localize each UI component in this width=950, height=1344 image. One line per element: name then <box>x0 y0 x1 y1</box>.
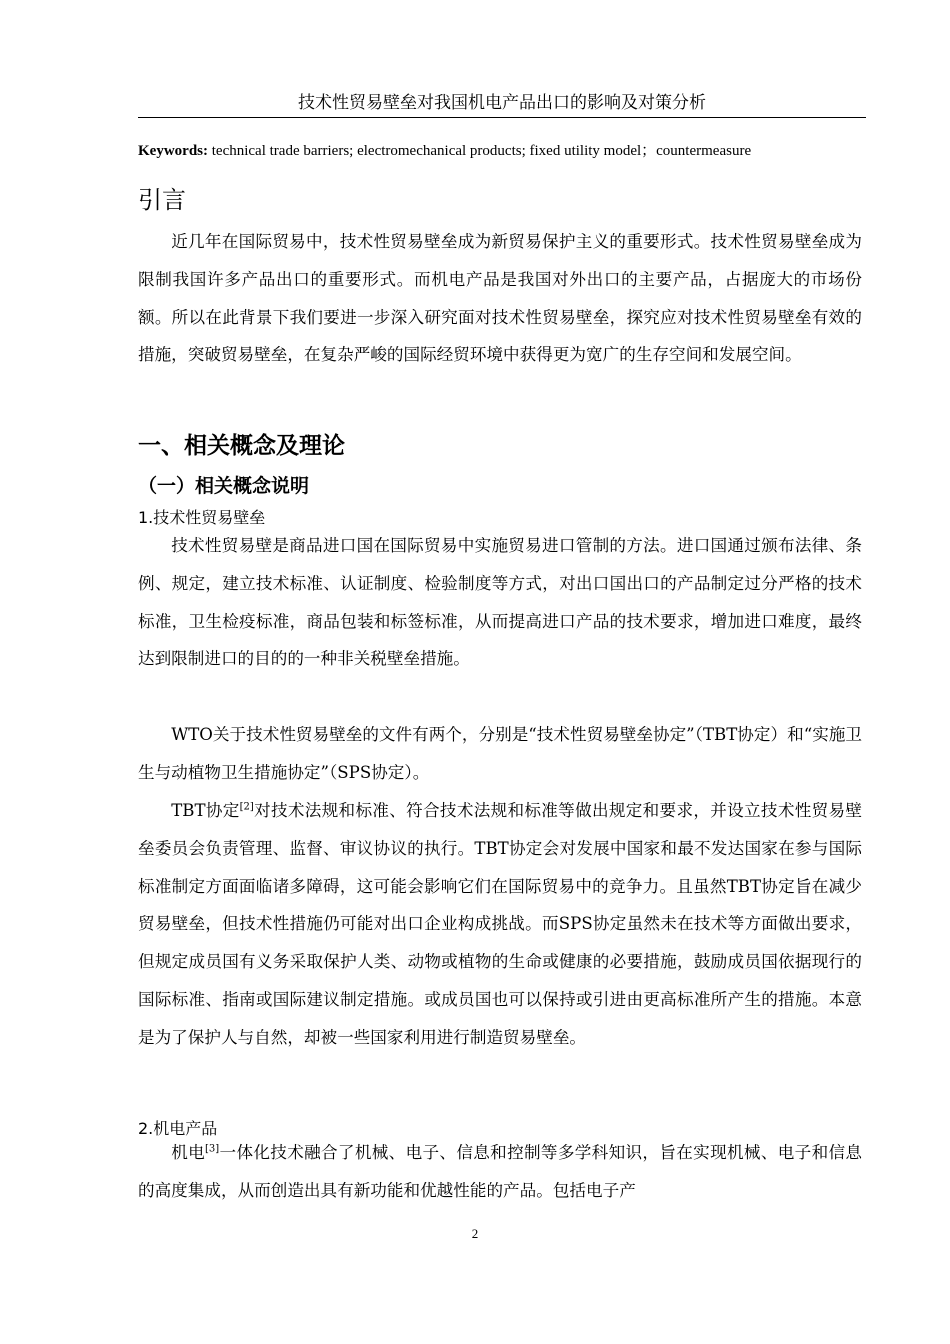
paragraph-electromechanical <box>138 1134 862 1210</box>
running-header-title: 技术性贸易壁垒对我国机电产品出口的影响及对策分析 <box>298 93 706 113</box>
intro-heading: 引言 <box>138 186 186 214</box>
section-heading: 一、相关概念及理论 <box>138 433 345 459</box>
subsection-heading: （一）相关概念说明 <box>138 475 310 497</box>
header-rule <box>138 117 866 118</box>
item-heading-technical-barriers: 1.技术性贸易壁垒 <box>138 508 266 527</box>
page-number: 2 <box>471 1226 479 1241</box>
citation-2: [2] <box>239 801 254 813</box>
mech-lead: 机电 <box>171 1143 206 1162</box>
keywords-line <box>138 141 878 161</box>
intro-paragraph: 近几年在国际贸易中，技术性贸易壁垒成为新贸易保护主义的重要形式。技术性贸易壁垒成为限制我国许多产品出口的重要形式。而机电产品是我国对外出口的主要产品，占据庞大的市场份额。所以在此背景下我们要进一步深入研究面对技术性贸易壁垒，探究应对技术性贸易壁垒有效的措施，突破贸易壁垒，在复杂严峻的国际经贸环境中获得更为宽广的生存空间和发展空间。 <box>138 232 862 365</box>
citation-3: [3] <box>205 1143 220 1155</box>
paragraph-definition: 技术性贸易壁是商品进口国在国际贸易中实施贸易进口管制的方法。进口国通过颁布法律、条例、规定，建立技术标准、认证制度、检验制度等方式，对出口国出口的产品制定过分严格的技术标准，卫生检疫标准，商品包装和标签标准，从而提高进口产品的技术要求，增加进口难度，最终达到限制进口的目的的一种非关税壁垒措施。 <box>138 536 862 669</box>
tbt-body: 对技术法规和标准、符合技术法规和标准等做出规定和要求，并设立技术性贸易壁垒委员会负责管理、监督、审议协议的执行。TBT协定会对发展中国家和最不发达国家在参与国际标准制定方面面临诸多障碍，这可能会影响它们在国际贸易中的竞争力。且虽然TBT协定旨在减少贸易壁垒，但技术性措施仍可能对出口企业构成挑战。而SPS协定虽然未在技术等方面做出要求，但规定成员国有义务采取保护人类、动物或植物的生命或健康的必要措施，鼓励成员国依据现行的国际标准、指南或国际建议制定措施。或成员国也可以保持或引进由更高标准所产生的措施。本意是为了保护人与自然，却被一些国家利用进行制造贸易壁垒。 <box>138 801 862 1047</box>
keywords-label: Keywords: <box>138 143 208 159</box>
paragraph-wto: WTO关于技术性贸易壁垒的文件有两个，分别是“技术性贸易壁垒协定”（TBT协定）和“实施卫生与动植物卫生措施协定”（SPS协定）。 <box>138 725 862 782</box>
tbt-lead: TBT协定 <box>171 801 240 820</box>
mech-body: 一体化技术融合了机械、电子、信息和控制等多学科知识，旨在实现机械、电子和信息的高度集成，从而创造出具有新功能和优越性能的产品。包括电子产 <box>138 1143 863 1200</box>
item-heading-electromechanical: 2.机电产品 <box>138 1119 218 1138</box>
keywords-text: technical trade barriers; electromechanical products; fixed utility model；countermeasure <box>208 143 752 159</box>
paragraph-tbt <box>138 792 862 1057</box>
